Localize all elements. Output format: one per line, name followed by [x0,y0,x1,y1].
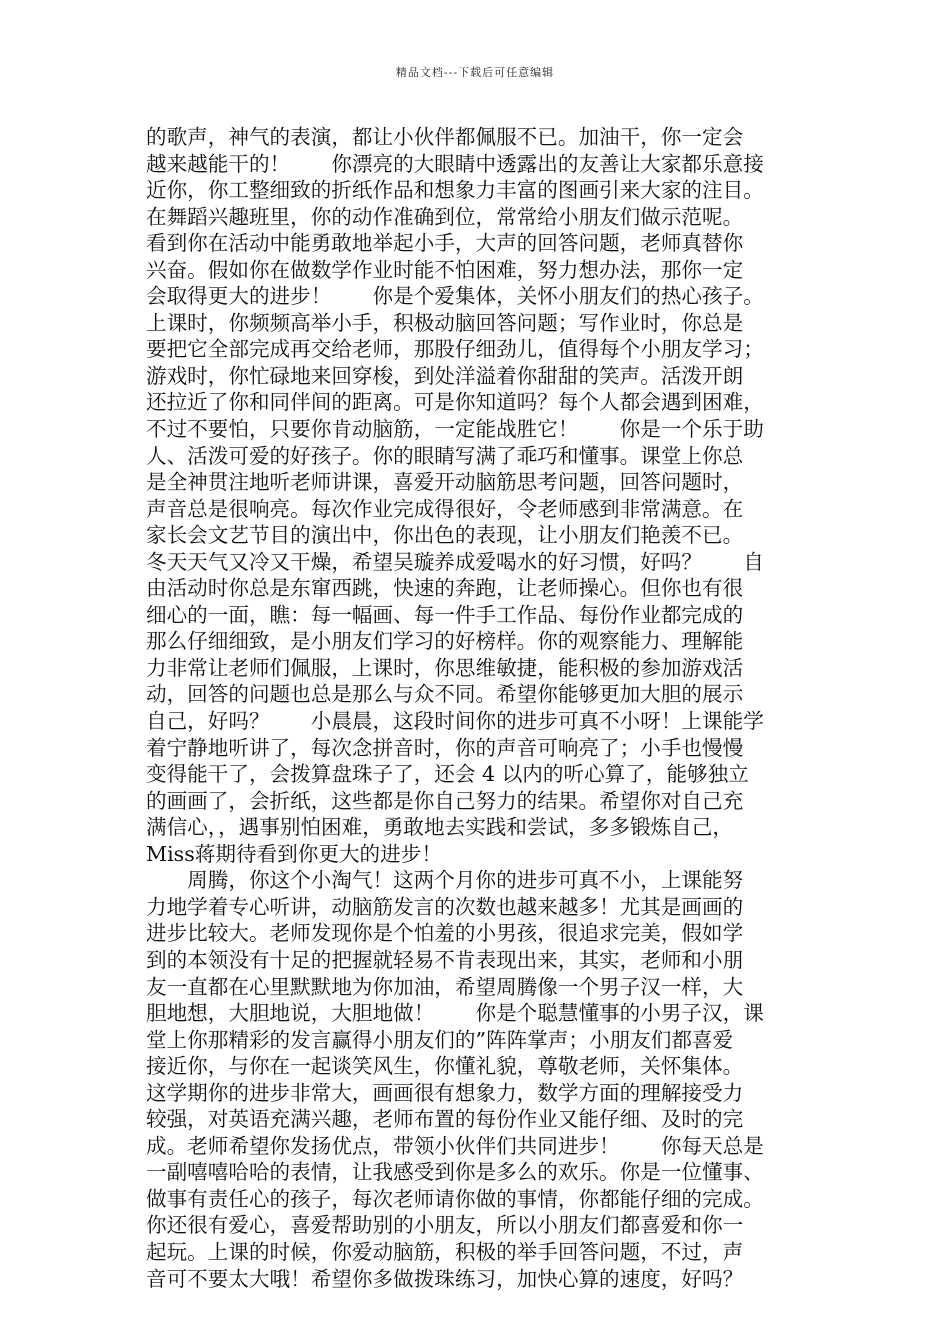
text-line: 要把它全部完成再交给老师，那股仔细劲儿，值得每个小朋友学习； [146,337,764,362]
text-line: 是全神贯注地听老师讲课，喜爱开动脑筋思考问题，回答问题时， [146,470,744,495]
text-line: 变得能干了，会拨算盘珠子了，还会 4 以内的听心算了，能够独立 [146,762,749,787]
text-line: 成。老师希望你发扬优点，带领小伙伴们共同进步！ 你每天总是 [146,1133,764,1158]
text-line: 兴奋。假如你在做数学作业时能不怕困难，努力想办法，那你一定 [146,257,744,282]
text-line: 这学期你的进步非常大，画画很有想象力，数学方面的理解接受力 [146,1080,744,1105]
text-line: 堂上你那精彩的发言赢得小朋友们的”阵阵掌声；小朋友们都喜爱 [146,1027,734,1052]
text-line: 会取得更大的进步！ 你是个爱集体，关怀小朋友们的热心孩子。 [146,284,764,309]
text-line: 较强，对英语充满兴趣，老师布置的每份作业又能仔细、及时的完 [146,1107,744,1132]
text-line: 你还很有爱心，喜爱帮助别的小朋友，所以小朋友们都喜爱和你一 [146,1213,744,1238]
text-line: 接近你，与你在一起谈笑风生，你懂礼貌，尊敬老师，关怀集体。 [146,1054,744,1079]
text-line: 由活动时你总是东窜西跳，快速的奔跑，让老师操心。但你也有很 [146,576,744,601]
text-line: Miss蒋期待看到你更大的进步！ [146,841,442,866]
text-line: 着宁静地听讲了，每次念拼音时，你的声音可响亮了；小手也慢慢 [146,735,744,760]
text-line: 的歌声，神气的表演，都让小伙伴都佩服不已。加油干，你一定会 [146,125,744,149]
text-line: 动，回答的问题也总是那么与众不同。希望你能够更加大胆的展示 [146,682,744,707]
body-text [146,124,806,1292]
text-line: 做事有责任心的孩子，每次老师请你做的事情，你都能仔细的完成。 [146,1186,764,1211]
text-line: 友一直都在心里默默地为你加油，希望周腾像一个男子汉一样，大 [146,974,744,999]
text-line: 周腾，你这个小淘气！这两个月你的进步可真不小，上课能努 [146,868,744,893]
text-line: 一副嘻嘻哈哈的表情，让我感受到你是多么的欢乐。你是一位懂事、 [146,1160,764,1185]
text-line: 自己，好吗？ 小晨晨，这段时间你的进步可真不小呀！上课能学 [146,709,764,734]
text-line: 力地学着专心听讲，动脑筋发言的次数也越来越多！尤其是画画的 [146,894,744,919]
text-line: 人、活泼可爱的好孩子。你的眼睛写满了乖巧和懂事。课堂上你总 [146,443,744,468]
text-line: 不过不要怕，只要你肯动脑筋，一定能战胜它！ 你是一个乐于助 [146,417,764,442]
text-line: 到的本领没有十足的把握就轻易不肯表现出来，其实，老师和小朋 [146,947,744,972]
text-line: 那么仔细细致，是小朋友们学习的好榜样。你的观察能力、理解能 [146,629,744,654]
text-line: 的画画了，会折纸，这些都是你自己努力的结果。希望你对自己充 [146,788,744,813]
text-line: 上课时，你频频高举小手，积极动脑回答问题；写作业时，你总是 [146,310,744,335]
text-line: 进步比较大。老师发现你是个怕羞的小男孩，很追求完美，假如学 [146,921,744,946]
text-line: 家长会文艺节目的演出中，你出色的表现，让小朋友们艳羡不已。 [146,523,744,548]
text-line: 音可不要太大哦！希望你多做拨珠练习，加快心算的速度，好吗？ [146,1266,744,1291]
text-line: 看到你在活动中能勇敢地举起小手，大声的回答问题，老师真替你 [146,231,744,256]
page-header: 精品文档---下载后可任意编辑 [395,66,555,79]
text-line: 近你，你工整细致的折纸作品和想象力丰富的图画引来大家的注目。 [146,178,764,203]
text-line: 细心的一面，瞧：每一幅画、每一件手工作品、每份作业都完成的 [146,602,744,627]
text-line: 游戏时，你忙碌地来回穿梭，到处洋溢着你甜甜的笑声。活泼开朗 [146,363,744,388]
text-line: 还拉近了你和同伴间的距离。可是你知道吗？每个人都会遇到困难， [146,390,764,415]
text-line: 起玩。上课的时候，你爱动脑筋，积极的举手回答问题，不过，声 [146,1239,744,1264]
text-line: 胆地想，大胆地说，大胆地做！ 你是个聪慧懂事的小男子汉，课 [146,1001,764,1026]
text-line: 力非常让老师们佩服，上课时，你思维敏捷，能积极的参加游戏活 [146,655,744,680]
text-line: 冬天天气又冷又干燥，希望吴璇养成爱喝水的好习惯，好吗？ 自 [146,549,764,574]
text-line: 越来越能干的！ 你漂亮的大眼睛中透露出的友善让大家都乐意接 [146,151,764,176]
text-line: 声音总是很响亮。每次作业完成得很好，令老师感到非常满意。在 [146,496,744,521]
text-line: 满信心，，遇事别怕困难，勇敢地去实践和尝试，多多锻炼自己， [146,815,733,840]
text-line: 在舞蹈兴趣班里，你的动作准确到位，常常给小朋友们做示范呢。 [146,204,744,229]
